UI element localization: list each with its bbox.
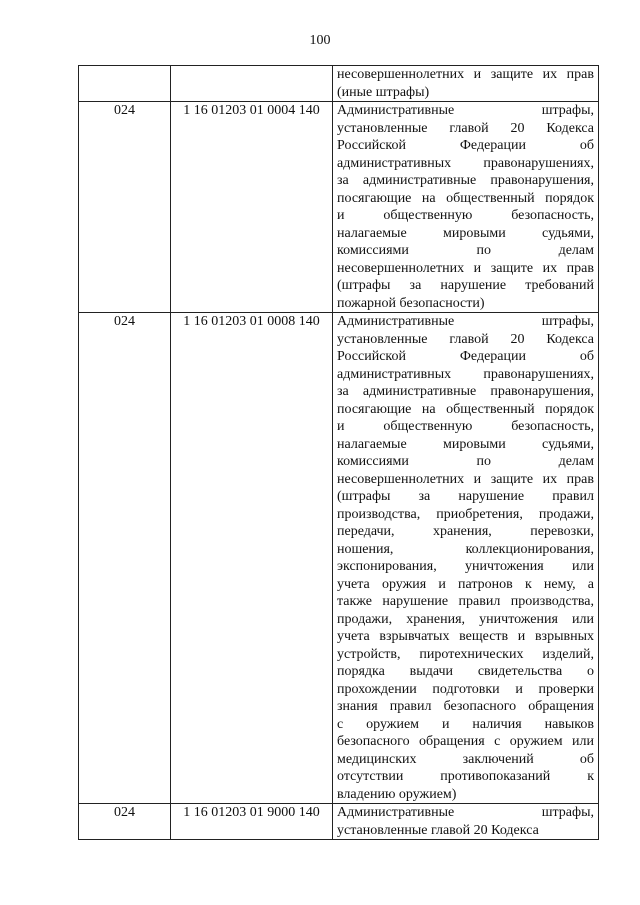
description-cell: [333, 313, 599, 804]
description-line: налагаемые мировыми судьями,: [337, 225, 594, 241]
description-line: несовершеннолетних и защите их прав: [337, 260, 594, 276]
budget-classification-table: [78, 65, 599, 840]
description-line: посягающие на общественный порядок: [337, 401, 594, 417]
description-line: медицинских заключений об: [337, 751, 594, 767]
description-line: (штрафы за нарушение требований: [337, 278, 594, 293]
admin-code-cell: [79, 66, 171, 102]
description-line: продажи, хранения, уничтожения или: [337, 611, 594, 627]
description-line: экспонирования, уничтожения или: [337, 559, 594, 574]
description-line: административных правонарушениях,: [337, 366, 594, 382]
description-line: безопасного обращения с оружием или: [337, 734, 594, 749]
description-line: отсутствии противопоказаний к: [337, 769, 594, 784]
table-row: [79, 804, 599, 840]
table-row: [79, 66, 599, 102]
description-line: налагаемые мировыми судьями,: [337, 436, 594, 452]
description-line: знания правил безопасного обращения: [337, 699, 594, 714]
description-line: (иные штрафы): [337, 84, 430, 100]
description-line: владению оружием): [337, 786, 457, 802]
description-line: устройств, пиротехнических изделий,: [337, 646, 594, 662]
description-line: ношения, коллекционирования,: [337, 541, 594, 557]
description-cell: [333, 804, 599, 840]
description-line: передачи, хранения, перевозки,: [337, 524, 594, 539]
description-line: учета оружия и патронов к нему, а: [337, 576, 594, 592]
description-line: учета взрывчатых веществ и взрывных: [337, 629, 594, 644]
budget-code-cell: [171, 66, 333, 102]
description-line: и общественную безопасность,: [337, 208, 594, 223]
description-line: установленные главой 20 Кодекса: [337, 120, 594, 136]
description-line: посягающие на общественный порядок: [337, 190, 594, 206]
description-line: с оружием и наличия навыков: [337, 716, 594, 732]
description-line: Административные штрафы,: [337, 314, 594, 329]
description-line: Административные штрафы,: [337, 805, 594, 820]
admin-code-cell: 024: [79, 102, 171, 313]
budget-code-cell: 1 16 01203 01 9000 140: [171, 804, 333, 840]
table-body: [79, 66, 599, 840]
description-line: комиссиями по делам: [337, 454, 594, 469]
description-cell: [333, 66, 599, 102]
description-line: пожарной безопасности): [337, 295, 485, 311]
description-line: административных правонарушениях,: [337, 155, 594, 171]
description-line: за административные правонарушения,: [337, 173, 594, 188]
admin-code-cell: 024: [79, 804, 171, 840]
description-line: несовершеннолетних и защите их прав: [337, 471, 594, 487]
description-line: порядка выдачи свидетельства о: [337, 664, 594, 679]
description-line: Российской Федерации об: [337, 138, 594, 153]
budget-code-cell: 1 16 01203 01 0008 140: [171, 313, 333, 804]
description-line: комиссиями по делам: [337, 243, 594, 258]
description-line: также нарушение правил производства,: [337, 594, 594, 609]
description-line: производства, приобретения, продажи,: [337, 506, 594, 522]
admin-code-cell: 024: [79, 313, 171, 804]
description-line: и общественную безопасность,: [337, 419, 594, 434]
description-line: установленные главой 20 Кодекса: [337, 331, 594, 347]
description-line: за административные правонарушения,: [337, 384, 594, 399]
table-row: [79, 102, 599, 313]
description-line: прохождении подготовки и проверки: [337, 681, 594, 697]
budget-code-cell: 1 16 01203 01 0004 140: [171, 102, 333, 313]
description-line: несовершеннолетних и защите их прав: [337, 67, 594, 82]
page-number: 100: [309, 33, 331, 48]
description-line: Российской Федерации об: [337, 349, 594, 364]
description-line: (штрафы за нарушение правил: [337, 489, 594, 504]
table-row: [79, 313, 599, 804]
description-line: Административные штрафы,: [337, 103, 594, 118]
description-cell: [333, 102, 599, 313]
description-line: установленные главой 20 Кодекса: [337, 822, 539, 838]
